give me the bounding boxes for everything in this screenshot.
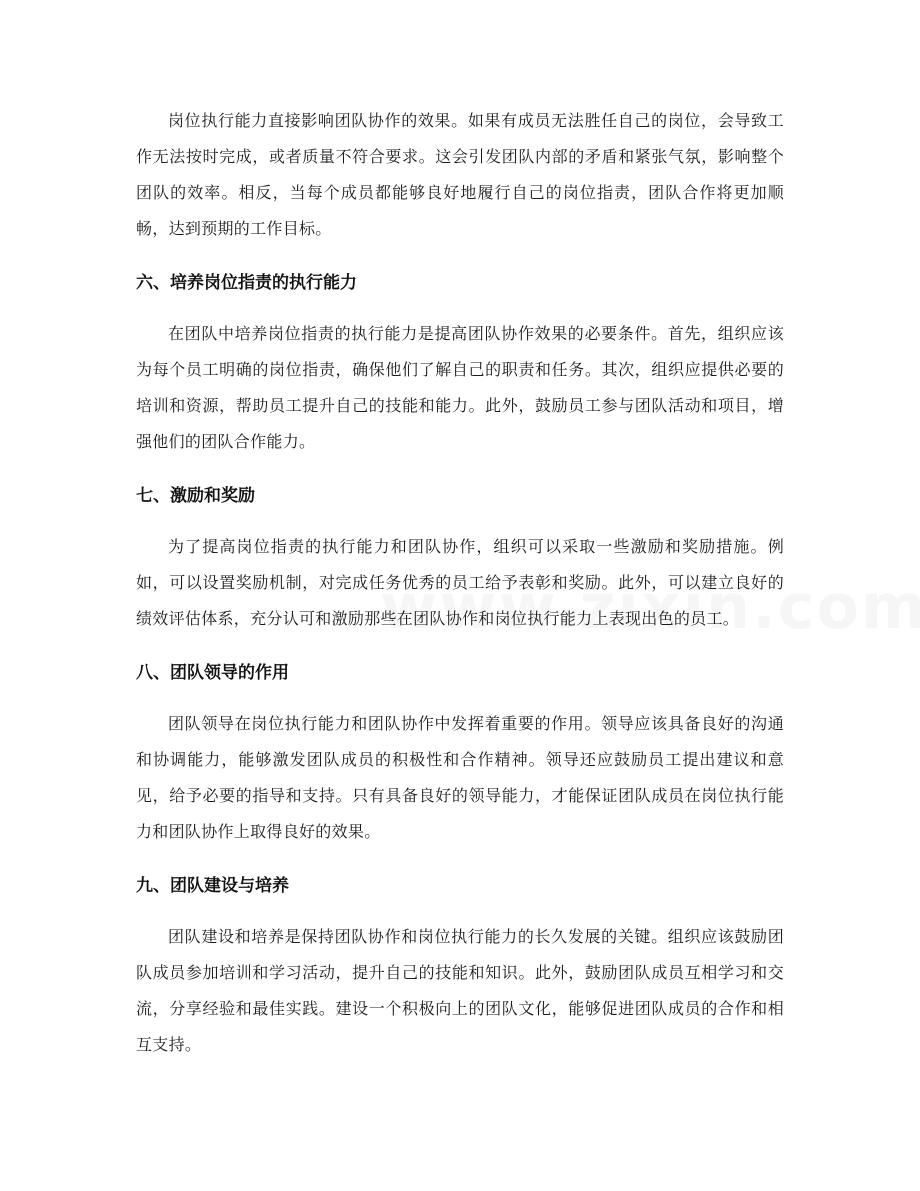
section-6-paragraph: 在团队中培养岗位指责的执行能力是提高团队协作效果的必要条件。首先，组织应该为每个员工明确的岗位指责，确保他们了解自己的职责和任务。其次，组织应提供必要的培训和资源，帮助员工提升自己的技能和能力。此外，鼓励员工参与团队活动和项目，增强他们的团队合作能力。 [136,324,784,451]
section-6-heading: 六、培养岗位指责的执行能力 [136,273,357,293]
section-9-heading: 九、团队建设与培养 [136,876,289,896]
section-7-heading: 七、激励和奖励 [136,486,255,506]
intro-paragraph: 岗位执行能力直接影响团队协作的效果。如果有成员无法胜任自己的岗位，会导致工作无法按时完成，或者质量不符合要求。这会引发团队内部的矛盾和紧张气氛，影响整个团队的效率。相反，当每个成员都能够良好地履行自己的岗位指责，团队合作将更加顺畅，达到预期的工作目标。 [136,111,784,238]
section-9-paragraph: 团队建设和培养是保持团队协作和岗位执行能力的长久发展的关键。组织应该鼓励团队成员参加培训和学习活动，提升自己的技能和知识。此外，鼓励团队成员互相学习和交流，分享经验和最佳实践。建设一个积极向上的团队文化，能够促进团队成员的合作和相互支持。 [136,927,784,1054]
document-page [136,103,784,1063]
section-8-heading: 八、团队领导的作用 [136,663,289,683]
section-8-paragraph: 团队领导在岗位执行能力和团队协作中发挥着重要的作用。领导应该具备良好的沟通和协调能力，能够激发团队成员的积极性和合作精神。领导还应鼓励员工提出建议和意见，给予必要的指导和支持。只有具备良好的领导能力，才能保证团队成员在岗位执行能力和团队协作上取得良好的效果。 [136,714,784,841]
section-7-paragraph: 为了提高岗位指责的执行能力和团队协作，组织可以采取一些激励和奖励措施。例如，可以设置奖励机制，对完成任务优秀的员工给予表彰和奖励。此外，可以建立良好的绩效评估体系，充分认可和激励那些在团队协作和岗位执行能力上表现出色的员工。 [136,537,784,628]
